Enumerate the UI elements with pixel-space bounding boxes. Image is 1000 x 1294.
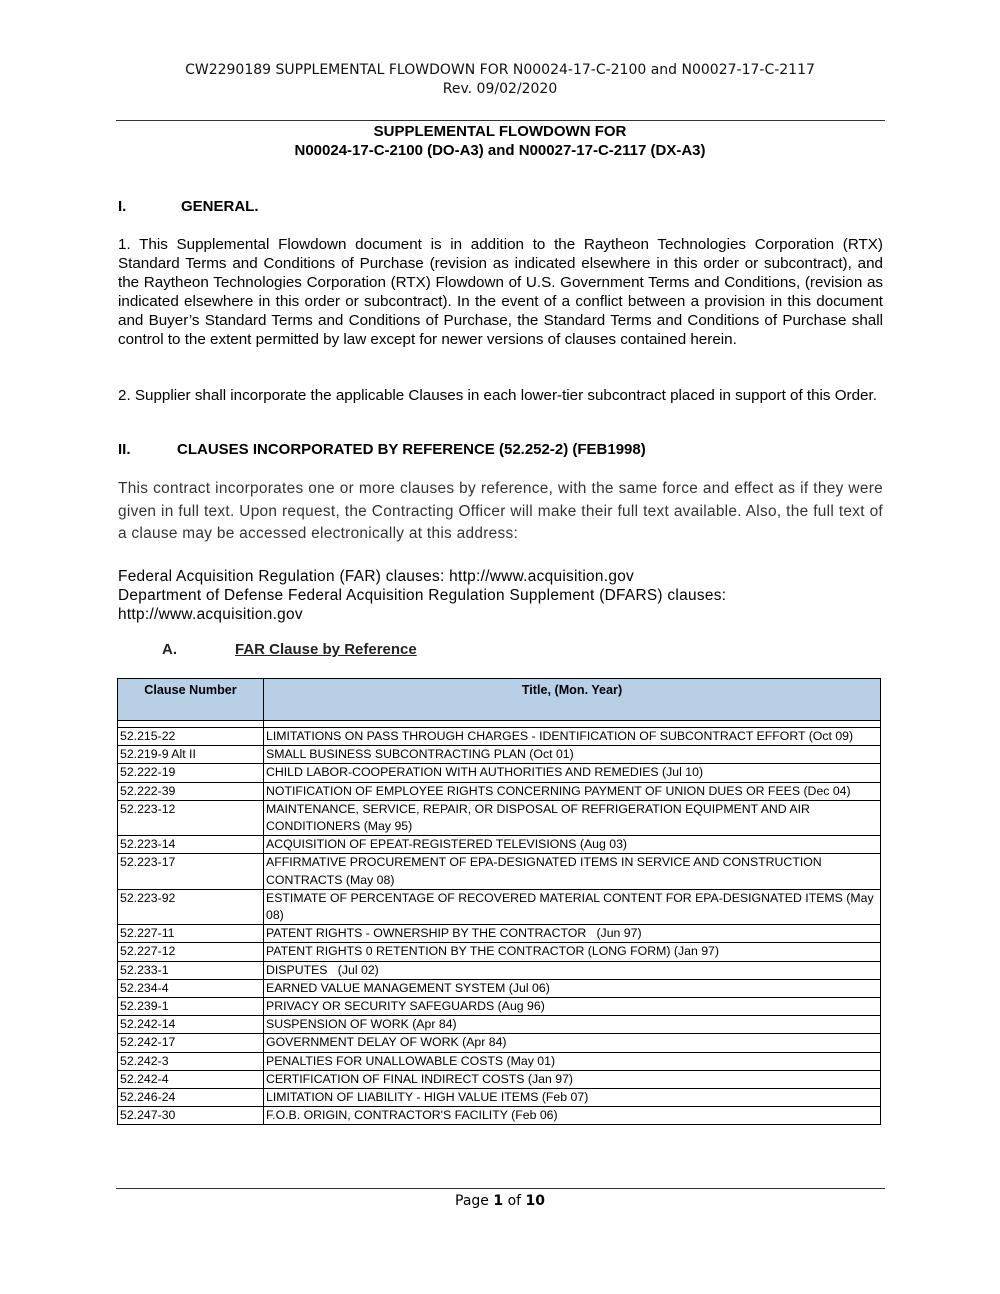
far-clause-table <box>117 678 881 1125</box>
clause-number-cell: 52.219-9 Alt II <box>118 746 264 764</box>
table-row <box>118 800 881 835</box>
clause-title-cell: MAINTENANCE, SERVICE, REPAIR, OR DISPOSAL OF REFRIGERATION EQUIPMENT AND AIR CONDITIONERS (May 95) <box>264 800 881 835</box>
subsection-a-heading <box>162 641 417 658</box>
table-row <box>118 889 881 924</box>
document-title-line1: SUPPLEMENTAL FLOWDOWN FOR <box>373 123 627 140</box>
clause-title-cell: GOVERNMENT DELAY OF WORK (Apr 84) <box>264 1034 881 1052</box>
table-row <box>118 1107 881 1125</box>
clause-title-cell: ESTIMATE OF PERCENTAGE OF RECOVERED MATERIAL CONTENT FOR EPA-DESIGNATED ITEMS (May 08) <box>264 889 881 924</box>
subsection-number: A. <box>162 641 177 658</box>
table-row <box>118 854 881 889</box>
section-title: GENERAL. <box>181 198 259 215</box>
clause-number-cell: 52.227-11 <box>118 925 264 943</box>
table-row <box>118 1016 881 1034</box>
clause-number-cell: 52.215-22 <box>118 728 264 746</box>
total-page-count: 10 <box>525 1193 545 1209</box>
clause-number-cell: 52.222-19 <box>118 764 264 782</box>
subsection-title: FAR Clause by Reference <box>235 641 417 658</box>
clause-number-cell: 52.239-1 <box>118 998 264 1016</box>
header-rule <box>116 120 885 121</box>
section-title: CLAUSES INCORPORATED BY REFERENCE (52.252-2) (FEB1998) <box>177 441 646 458</box>
section-number: I. <box>118 198 127 215</box>
clause-number-cell: 52.246-24 <box>118 1089 264 1107</box>
page-label: Page <box>455 1193 489 1209</box>
section-number: II. <box>118 441 131 458</box>
clause-number-cell: 52.223-17 <box>118 854 264 889</box>
dfars-address-line: Department of Defense Federal Acquisition Regulation Supplement (DFARS) clauses: <box>118 587 727 604</box>
clause-number-cell: 52.223-92 <box>118 889 264 924</box>
clause-number-cell: 52.233-1 <box>118 961 264 979</box>
clause-title-cell: PATENT RIGHTS - OWNERSHIP BY THE CONTRACTOR (Jun 97) <box>264 925 881 943</box>
far-address-line: Federal Acquisition Regulation (FAR) clauses: http://www.acquisition.gov <box>118 568 635 585</box>
table-row <box>118 979 881 997</box>
dfars-address-url: http://www.acquisition.gov <box>118 606 303 623</box>
clause-title-cell: EARNED VALUE MANAGEMENT SYSTEM (Jul 06) <box>264 979 881 997</box>
clause-number-cell: 52.223-12 <box>118 800 264 835</box>
clause-number-cell: 52.222-39 <box>118 782 264 800</box>
table-row <box>118 1034 881 1052</box>
general-paragraph-1: 1. This Supplemental Flowdown document is in addition to the Raytheon Technologies Corporation (RTX) Standard Terms and Conditions of Purchase (revision as indicated elsewhere in this order or subcontract), and the Raytheon Technologies Corporation (RTX) Flowdown of U.S. Government Terms and Conditions, (revision as indicated elsewhere in this order or subcontract). In the event of a conflict between a provision in this document and Buyer’s Standard Terms and Conditions of Purchase, the Standard Terms and Conditions of Purchase shall control to the extent permitted by law except for newer versions of clauses contained herein. <box>118 236 883 348</box>
clause-title-cell: CHILD LABOR-COOPERATION WITH AUTHORITIES AND REMEDIES (Jul 10) <box>264 764 881 782</box>
general-paragraph-2: 2. Supplier shall incorporate the applicable Clauses in each lower-tier subcontract placed in support of this Order. <box>118 387 877 404</box>
clause-title-cell: SUSPENSION OF WORK (Apr 84) <box>264 1016 881 1034</box>
column-header-title: Title, (Mon. Year) <box>264 679 881 721</box>
table-row <box>118 746 881 764</box>
clause-number-cell: 52.242-4 <box>118 1070 264 1088</box>
running-header-revision: Rev. 09/02/2020 <box>442 81 558 97</box>
clause-number-cell: 52.247-30 <box>118 1107 264 1125</box>
clause-title-cell: CERTIFICATION OF FINAL INDIRECT COSTS (Jan 97) <box>264 1070 881 1088</box>
clause-title-cell: LIMITATIONS ON PASS THROUGH CHARGES - IDENTIFICATION OF SUBCONTRACT EFFORT (Oct 09) <box>264 728 881 746</box>
column-header-clause-number: Clause Number <box>118 679 264 721</box>
table-row <box>118 943 881 961</box>
footer-rule <box>116 1188 885 1189</box>
clause-title-cell: F.O.B. ORIGIN, CONTRACTOR'S FACILITY (Feb 06) <box>264 1107 881 1125</box>
current-page-number: 1 <box>493 1193 504 1209</box>
table-header-row <box>118 679 881 721</box>
clause-title-cell: PATENT RIGHTS 0 RETENTION BY THE CONTRACTOR (LONG FORM) (Jan 97) <box>264 943 881 961</box>
table-row <box>118 782 881 800</box>
clause-number-cell: 52.242-17 <box>118 1034 264 1052</box>
clause-number-cell: 52.242-3 <box>118 1052 264 1070</box>
incorporation-paragraph: This contract incorporates one or more clauses by reference, with the same force and effect as if they were given in full text. Upon request, the Contracting Officer will make their full text available. Also, the full text of a clause may be accessed electronically at this address: <box>118 480 883 542</box>
table-row <box>118 764 881 782</box>
clause-number-cell: 52.242-14 <box>118 1016 264 1034</box>
clause-number-cell: 52.223-14 <box>118 836 264 854</box>
clause-title-cell: DISPUTES (Jul 02) <box>264 961 881 979</box>
table-row <box>118 961 881 979</box>
table-row <box>118 836 881 854</box>
table-body <box>118 721 881 1125</box>
table-row <box>118 728 881 746</box>
table-row <box>118 925 881 943</box>
page-number-footer <box>0 1193 1000 1209</box>
table-spacer-row <box>118 721 881 728</box>
clause-title-cell: PRIVACY OR SECURITY SAFEGUARDS (Aug 96) <box>264 998 881 1016</box>
page-of-label: of <box>507 1193 522 1209</box>
clause-title-cell: AFFIRMATIVE PROCUREMENT OF EPA-DESIGNATED ITEMS IN SERVICE AND CONSTRUCTION CONTRACTS (May 08) <box>264 854 881 889</box>
table-row <box>118 998 881 1016</box>
clause-number-cell: 52.227-12 <box>118 943 264 961</box>
clause-number-cell: 52.234-4 <box>118 979 264 997</box>
clause-title-cell: PENALTIES FOR UNALLOWABLE COSTS (May 01) <box>264 1052 881 1070</box>
clause-title-cell: SMALL BUSINESS SUBCONTRACTING PLAN (Oct 01) <box>264 746 881 764</box>
reference-addresses <box>118 567 883 624</box>
running-header-line1: CW2290189 SUPPLEMENTAL FLOWDOWN FOR N00024-17-C-2100 and N00027-17-C-2117 <box>185 62 815 78</box>
clause-title-cell: LIMITATION OF LIABILITY - HIGH VALUE ITEMS (Feb 07) <box>264 1089 881 1107</box>
table-row <box>118 1070 881 1088</box>
table-row <box>118 1089 881 1107</box>
clause-title-cell: ACQUISITION OF EPEAT-REGISTERED TELEVISIONS (Aug 03) <box>264 836 881 854</box>
clause-title-cell: NOTIFICATION OF EMPLOYEE RIGHTS CONCERNING PAYMENT OF UNION DUES OR FEES (Dec 04) <box>264 782 881 800</box>
document-title-line2: N00024-17-C-2100 (DO-A3) and N00027-17-C-2117 (DX-A3) <box>294 142 706 159</box>
table-row <box>118 1052 881 1070</box>
